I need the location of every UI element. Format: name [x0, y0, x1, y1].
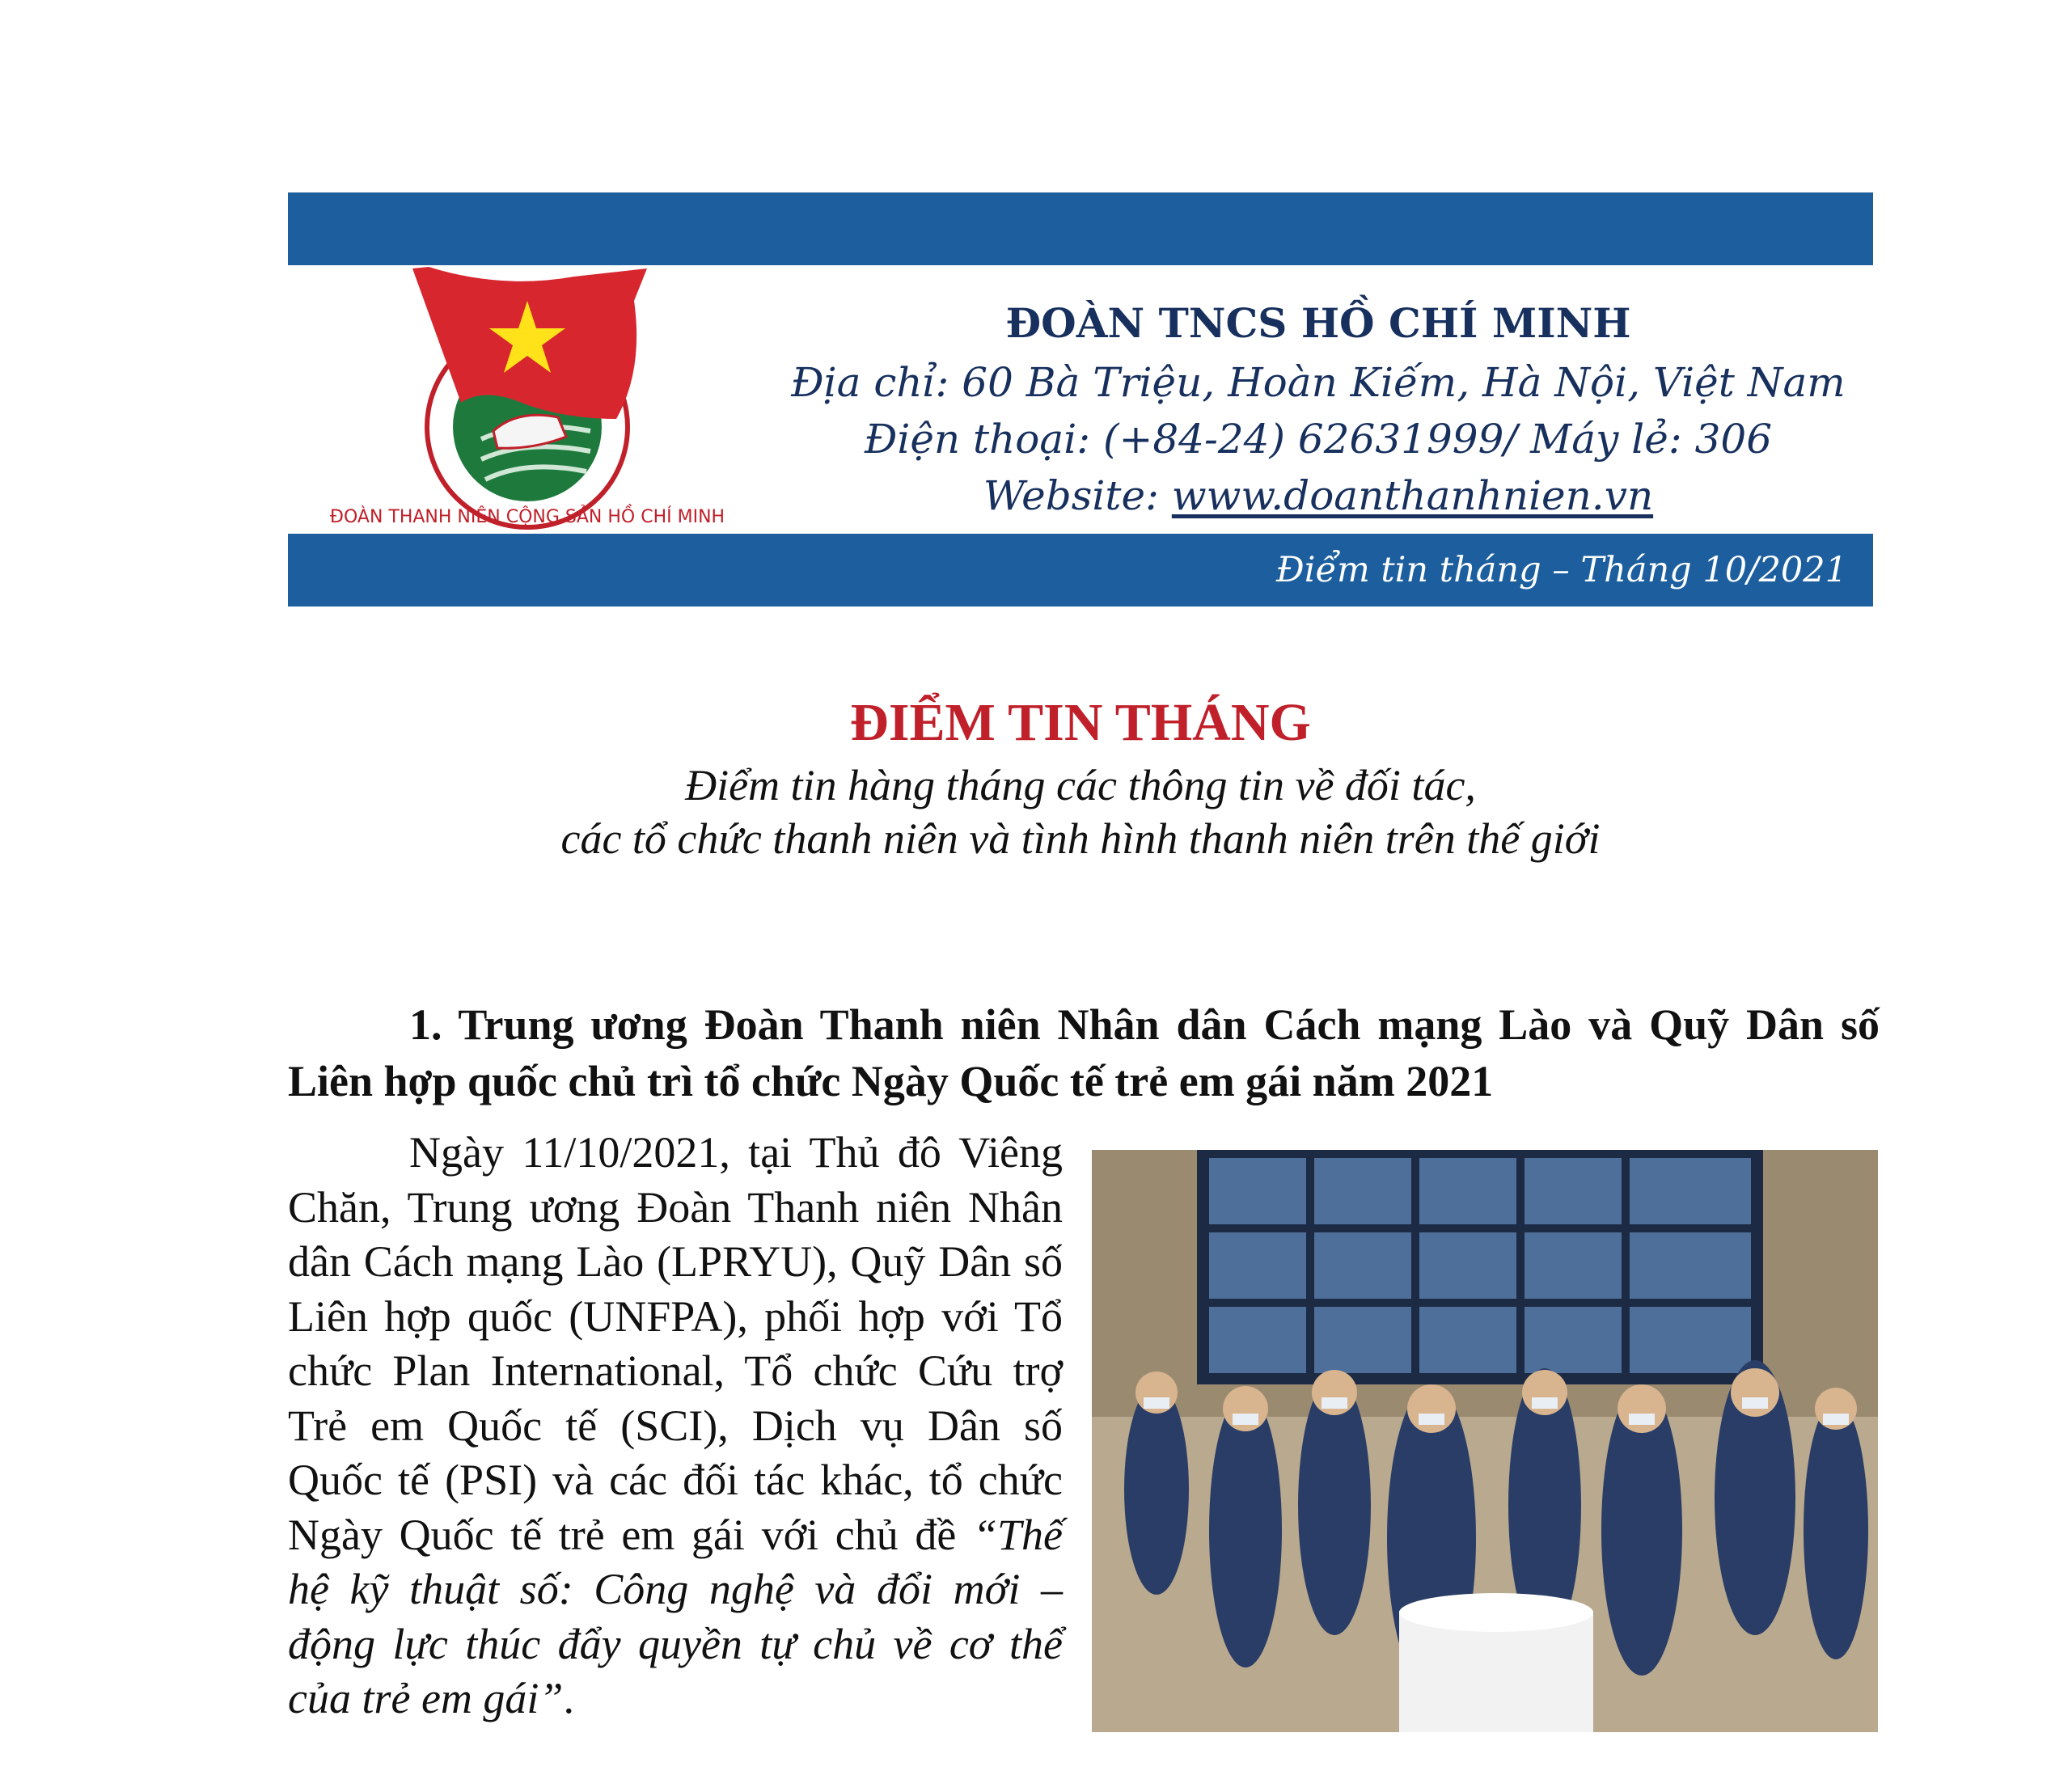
- org-website: [760, 472, 1876, 519]
- website-link[interactable]: www.doanthanhnien.vn: [1171, 472, 1654, 519]
- issue-line: Điểm tin tháng – Tháng 10/2021: [1276, 550, 1847, 590]
- youth-union-logo: [329, 265, 725, 532]
- body-text: Ngày 11/10/2021, tại Thủ đô Viêng Chăn, Trung ương Đoàn Thanh niên Nhân dân Cách mạng Lào (LPRYU), Quỹ Dân số Liên hợp quốc (UNFPA), phối hợp với Tổ chức Plan International, Tổ chức Cứu trợ Trẻ em Quốc tế (SCI), Dịch vụ Dân số Quốc tế (PSI) và các đối tác khác, tổ chức Ngày Quốc tế trẻ em gái với chủ đề: [288, 1128, 1063, 1559]
- subtitle-line-1: Điểm tin hàng tháng các thông tin về đối tác,: [685, 761, 1476, 809]
- body-end: .: [563, 1674, 574, 1722]
- event-photo: [1092, 1150, 1878, 1732]
- section-heading: 1. Trung ương Đoàn Thanh niên Nhân dân Cách mạng Lào và Quỹ Dân số Liên hợp quốc chủ trì tổ chức Ngày Quốc tế trẻ em gái năm 2021: [288, 1000, 1880, 1105]
- header-bottom-band: [288, 534, 1873, 606]
- website-label: Website:: [983, 472, 1172, 519]
- logo-text: ĐOÀN THANH NIÊN CỘNG SẢN HỒ CHÍ MINH: [329, 507, 725, 527]
- body-quote: “Thế hệ kỹ thuật số: Công nghệ và đổi mới – động lực thúc đẩy quyền tự chủ về cơ thể của trẻ em gái”: [288, 1510, 1063, 1722]
- article-body: [288, 1126, 1063, 1726]
- subtitle-line-2: các tổ chức thanh niên và tình hình thanh niên trên thế giới: [560, 814, 1601, 863]
- header-top-band: [288, 192, 1873, 265]
- document-title: ĐIỂM TIN THÁNG: [850, 693, 1311, 752]
- org-name: ĐOÀN TNCS HỒ CHÍ MINH: [1005, 299, 1631, 347]
- org-phone: Điện thoại: (+84-24) 62631999/ Máy lẻ: 306: [864, 416, 1773, 463]
- org-address: Địa chỉ: 60 Bà Triệu, Hoàn Kiếm, Hà Nội, Việt Nam: [791, 359, 1846, 406]
